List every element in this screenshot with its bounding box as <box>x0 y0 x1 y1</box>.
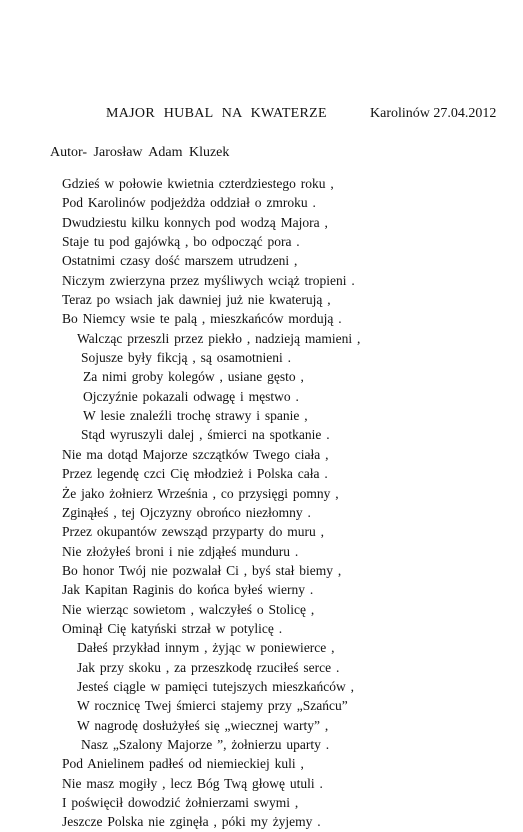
poem-line: I poświęcił dowodzić żołnierzami swymi , <box>62 795 299 810</box>
poem-line: W nagrodę dosłużyłeś się „wiecznej warty” , <box>77 717 329 733</box>
poem-line: Ostatnimi czasy dość marszem utrudzeni , <box>62 253 298 269</box>
poem-line: Staje tu pod gajówką , bo odpocząć pora . <box>62 234 300 250</box>
poem-line: Jak przy skoku , za przeszkodę rzuciłeś serce . <box>77 659 340 675</box>
poem-line: Przez legendę czci Cię młodzież i Polska cała . <box>62 466 328 482</box>
place-date: Karolinów 27.04.2012 <box>370 106 497 121</box>
poem-line: Jesteś ciągle w pamięci tutejszych mieszkańców , <box>77 678 355 694</box>
poem-line: Bo Niemcy wsie te palą , mieszkańców mordują . <box>62 311 342 327</box>
poem-line: Przez okupantów zewsząd przyparty do muru , <box>62 524 325 540</box>
poem-line: Jak Kapitan Raginis do końca byłeś wierny . <box>62 582 314 598</box>
poem-line: Pod Anielinem padłeś od niemieckiej kuli , <box>62 756 304 772</box>
poem-line: Nie złożyłeś broni i nie zdjąłeś munduru . <box>62 543 299 559</box>
poem-line: Nasz „Szalony Majorze ”, żołnierzu uparty . <box>81 736 330 752</box>
poem-line: W lesie znaleźli trochę strawy i spanie , <box>83 408 308 424</box>
poem-line: Jeszcze Polska nie zginęła , póki my żyjemy . <box>62 814 321 830</box>
poem-title: MAJOR HUBAL NA KWATERZE <box>106 106 327 121</box>
poem-line: Ojczyźnie pokazali odwagę i męstwo . <box>83 388 299 404</box>
poem-line: Zginąłeś , tej Ojczyzny obrońco niezłomny . <box>62 504 311 520</box>
poem-line: Bo honor Twój nie pozwalał Ci , byś stał biemy , <box>62 562 342 578</box>
author-line: Autor- Jarosław Adam Kluzek <box>50 145 230 160</box>
poem-line: Że jako żołnierz Września , co przysięgi pomny , <box>62 485 339 501</box>
poem-line: Pod Karolinów podjeżdża oddział o zmroku . <box>62 195 316 211</box>
poem-line: Niczym zwierzyna przez myśliwych wciąż tropieni . <box>62 272 355 288</box>
poem-line: Sojusze były fikcją , są osamotnieni . <box>81 350 291 366</box>
poem-line: Nie wierząc sowietom , walczyłeś o Stolicę , <box>62 601 315 617</box>
poem-body <box>0 174 523 832</box>
poem-line: Walcząc przeszli przez piekło , nadzieją mamieni , <box>77 330 361 346</box>
poem-line: Dwudziestu kilku konnych pod wodzą Majora , <box>62 214 328 230</box>
poem-line: Nie ma dotąd Majorze szczątków Twego ciała , <box>62 446 329 462</box>
poem-line: Stąd wyruszyli dalej , śmierci na spotkanie . <box>81 427 330 443</box>
poem-line: W rocznicę Twej śmierci stajemy przy „Szańcu” <box>77 698 348 714</box>
poem-line: Gdzieś w połowie kwietnia czterdziestego roku , <box>62 176 334 191</box>
poem-line: Za nimi groby kolegów , usiane gęsto , <box>83 369 304 385</box>
poem-line: Nie masz mogiły , lecz Bóg Twą głowę utuli . <box>62 775 323 791</box>
poem-line: Dałeś przykład innym , żyjąc w poniewierce , <box>77 640 335 656</box>
poem-line: Teraz po wsiach jak dawniej już nie kwaterują , <box>62 292 331 308</box>
poem-line: Ominął Cię katyński strzał w potylicę . <box>62 620 283 636</box>
